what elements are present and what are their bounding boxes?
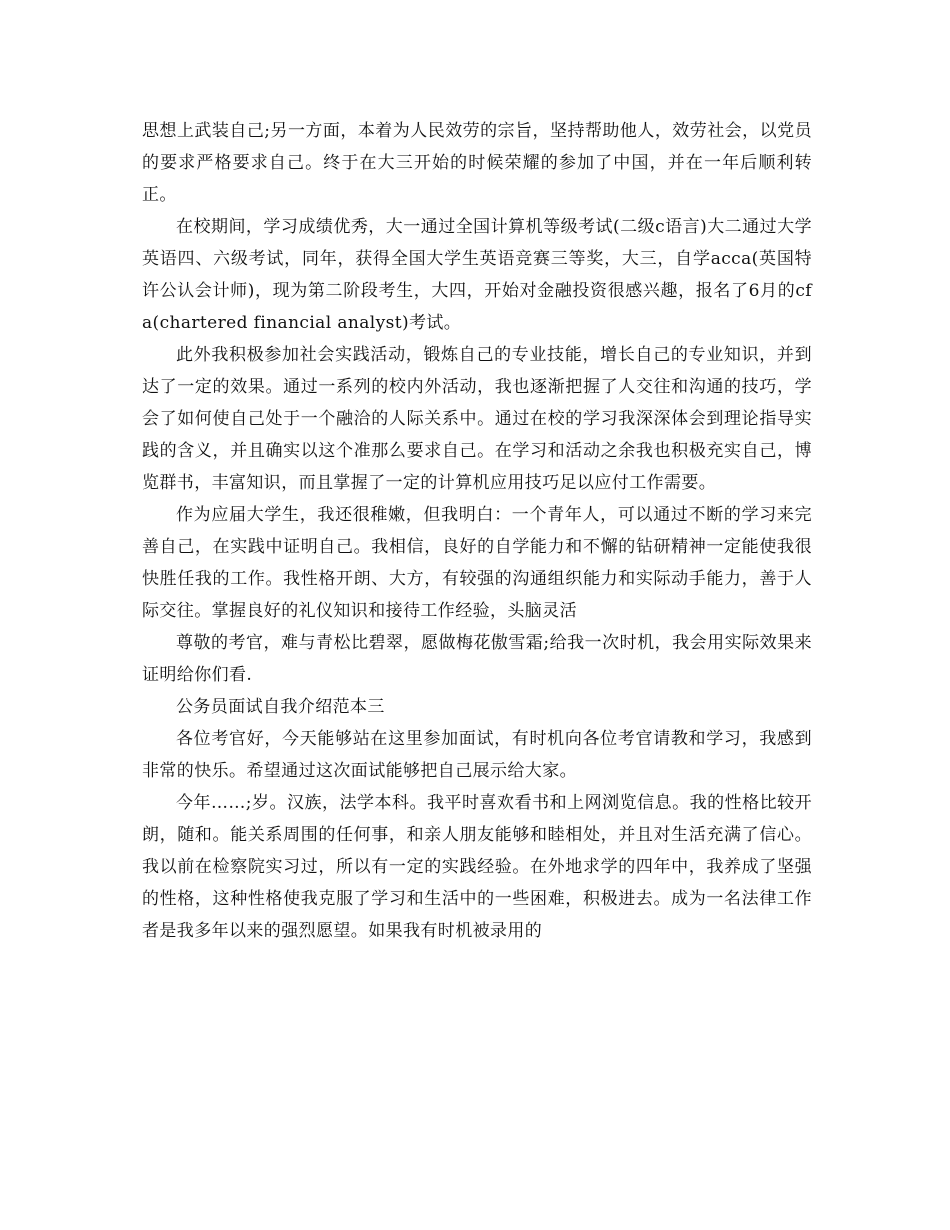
document-body bbox=[142, 115, 812, 947]
paragraph-1: 思想上武装自己;另一方面，本着为人民效劳的宗旨，坚持帮助他人，效劳社会，以党员的要求严格要求自己。终于在大三开始的时候荣耀的参加了中国，并在一年后顺利转正。 bbox=[142, 121, 812, 205]
paragraph-7: 今年……;岁。汉族，法学本科。我平时喜欢看书和上网浏览信息。我的性格比较开朗，随和。能关系周围的任何事，和亲人朋友能够和睦相处，并且对生活充满了信心。我以前在检察院实习过，所以有一定的实践经验。在外地求学的四年中，我养成了坚强的性格，这种性格使我克服了学习和生活中的一些困难，积极进去。成为一名法律工作者是我多年以来的强烈愿望。如果我有时机被录用的 bbox=[142, 793, 812, 941]
paragraph-4: 作为应届大学生，我还很稚嫩，但我明白：一个青年人，可以通过不断的学习来完善自己，在实践中证明自己。我相信，良好的自学能力和不懈的钻研精神一定能使我很快胜任我的工作。我性格开朗、大方，有较强的沟通组织能力和实际动手能力，善于人际交往。掌握良好的礼仪知识和接待工作经验，头脑灵活 bbox=[142, 505, 812, 621]
paragraph-5: 尊敬的考官，难与青松比碧翠，愿做梅花傲雪霜;给我一次时机，我会用实际效果来证明给你们看. bbox=[142, 633, 812, 685]
paragraph-6: 各位考官好，今天能够站在这里参加面试，有时机向各位考官请教和学习，我感到非常的快乐。希望通过这次面试能够把自己展示给大家。 bbox=[142, 729, 812, 781]
paragraph-2: 在校期间，学习成绩优秀，大一通过全国计算机等级考试(二级c语言)大二通过大学英语四、六级考试，同年，获得全国大学生英语竞赛三等奖，大三，自学acca(英国特许公认会计师)，现为第二阶段考生，大四，开始对金融投资很感兴趣，报名了6月的cfa(chartered financial analyst)考试。 bbox=[142, 217, 812, 333]
paragraph-3: 此外我积极参加社会实践活动，锻炼自己的专业技能，增长自己的专业知识，并到达了一定的效果。通过一系列的校内外活动，我也逐渐把握了人交往和沟通的技巧，学会了如何使自己处于一个融洽的人际关系中。通过在校的学习我深深体会到理论指导实践的含义，并且确实以这个准那么要求自己。在学习和活动之余我也积极充实自己，博览群书，丰富知识，而且掌握了一定的计算机应用技巧足以应付工作需要。 bbox=[142, 345, 812, 493]
section-heading: 公务员面试自我介绍范本三 bbox=[176, 697, 385, 717]
